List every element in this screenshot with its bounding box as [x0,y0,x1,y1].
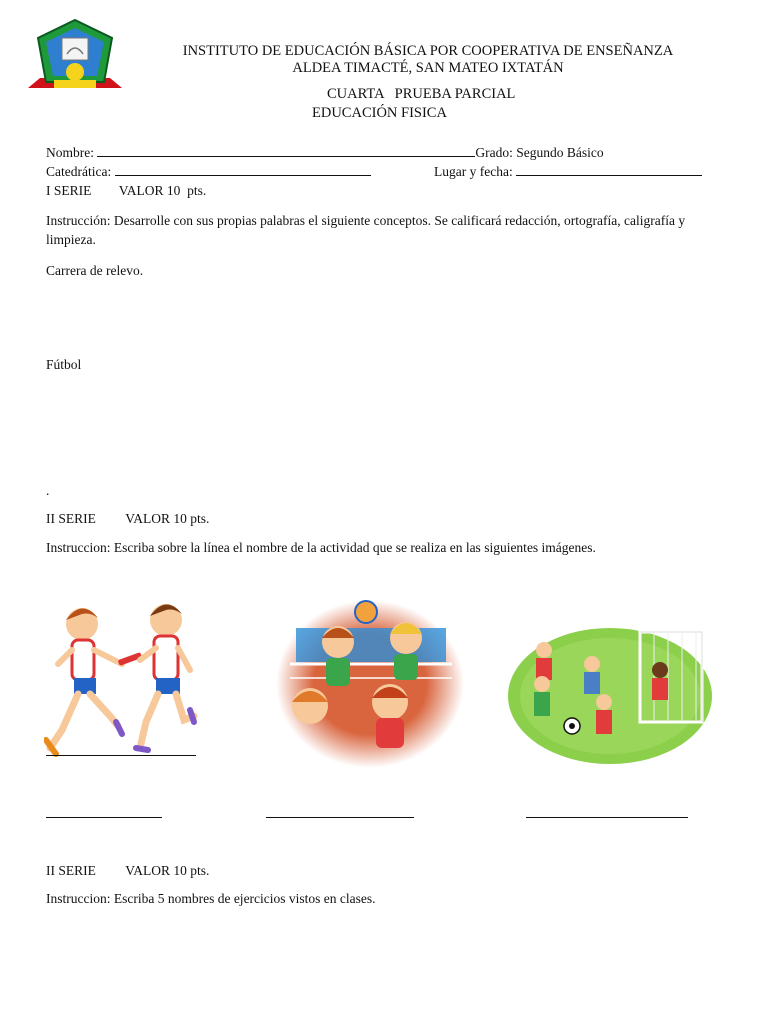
place-date-row [434,162,702,181]
grade-label: Grado: [475,145,513,160]
institution-name: INSTITUTO DE EDUCACIÓN BÁSICA POR COOPERATIVA DE ENSEÑANZA [182,43,674,59]
relay-answer-line-upper[interactable] [46,755,196,756]
volleyball-illustration [276,598,464,768]
name-blank[interactable] [97,144,475,157]
serie1-value: VALOR 10 pts. [118,183,207,198]
serie2-instruction: Instruccion: Escriba sobre la línea el nombre de la actividad que se realiza en las siguientes imágenes. [46,540,596,555]
institution-location: ALDEA TIMACTÉ, SAN MATEO IXTATÁN [292,60,564,76]
relay-race-illustration [44,598,200,758]
exam-title: CUARTA PRUEBA PARCIAL [327,86,516,102]
place-date-label: Lugar y fecha: [434,164,513,179]
serie2-value: VALOR 10 pts. [125,511,210,526]
serie3-heading [46,861,209,880]
concept-relay-race: Carrera de relevo. [46,263,144,278]
answer-line-1[interactable] [46,817,162,818]
serie2-title: II SERIE [46,511,96,526]
teacher-label: Catedrática: [46,164,112,179]
name-field-row [46,143,604,162]
serie1-heading [46,181,206,200]
school-logo [24,16,126,94]
subject-title: EDUCACIÓN FISICA [312,105,447,121]
serie1-title: I SERIE [46,183,92,198]
answer-line-3[interactable] [526,817,688,818]
soccer-illustration [508,626,712,764]
separator-dot: . [46,483,50,498]
serie3-instruction: Instruccion: Escriba 5 nombres de ejercicios vistos en clases. [46,891,376,906]
teacher-field-row [46,162,371,181]
name-label: Nombre: [46,145,94,160]
serie1-instruction: Instrucción: Desarrolle con sus propias palabras el siguiente conceptos. Se calificará redacción, ortografía, caligrafía y limpieza. [46,213,686,247]
serie2-heading [46,509,209,528]
serie3-value: VALOR 10 pts. [125,863,210,878]
concept-soccer: Fútbol [46,357,82,372]
answer-line-2[interactable] [266,817,414,818]
serie3-title: II SERIE [46,863,96,878]
teacher-blank[interactable] [115,163,371,176]
place-date-blank[interactable] [516,163,702,176]
grade-value: Segundo Básico [516,145,604,160]
